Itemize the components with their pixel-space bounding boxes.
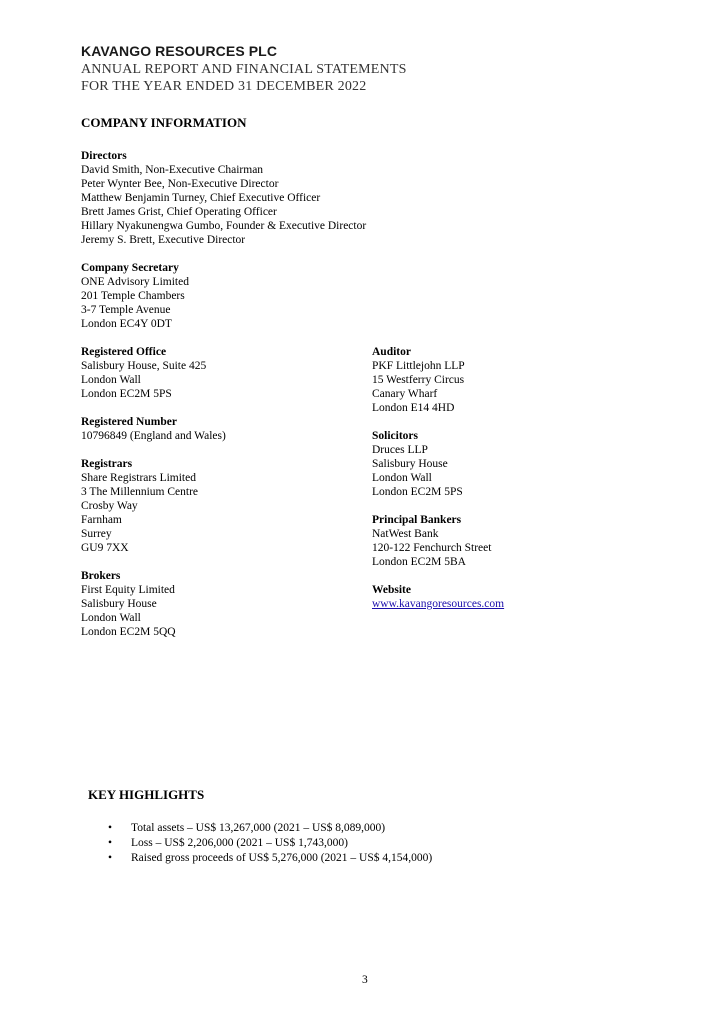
director-line: Jeremy S. Brett, Executive Director: [81, 234, 246, 246]
address-line: London Wall: [372, 472, 432, 484]
directors-heading: Directors: [81, 150, 127, 162]
solicitors-block: [372, 429, 463, 499]
company-name: KAVANGO RESOURCES PLC: [81, 43, 278, 59]
address-line: Salisbury House: [372, 458, 448, 470]
report-period: FOR THE YEAR ENDED 31 DECEMBER 2022: [81, 79, 367, 94]
page-number: 3: [362, 974, 368, 986]
bullet-icon: •: [108, 852, 113, 864]
registered-office-block: [81, 345, 206, 401]
address-line: Farnham: [81, 514, 122, 526]
address-line: 3-7 Temple Avenue: [81, 304, 171, 316]
auditor-block: [372, 345, 465, 415]
list-item: [108, 851, 432, 866]
address-line: 15 Westferry Circus: [372, 374, 465, 386]
registered-number-block: [81, 415, 226, 443]
company-secretary-block: [81, 261, 189, 331]
address-line: London EC4Y 0DT: [81, 318, 172, 330]
address-line: London Wall: [81, 374, 141, 386]
auditor-heading: Auditor: [372, 346, 411, 358]
registered-number-heading: Registered Number: [81, 416, 177, 428]
address-line: Salisbury House, Suite 425: [81, 360, 207, 372]
website-heading: Website: [372, 584, 411, 596]
registrars-block: [81, 457, 198, 555]
address-line: Canary Wharf: [372, 388, 438, 400]
website-link[interactable]: www.kavangoresources.com: [372, 598, 505, 610]
registered-office-heading: Registered Office: [81, 346, 167, 358]
director-line: Hillary Nyakunengwa Gumbo, Founder & Executive Director: [81, 220, 367, 232]
bullet-icon: •: [108, 822, 113, 834]
list-item: [108, 836, 432, 851]
key-highlights-list: [108, 821, 432, 866]
address-line: Druces LLP: [372, 444, 428, 456]
directors-block: [81, 149, 366, 247]
address-line: GU9 7XX: [81, 542, 129, 554]
address-line: 3 The Millennium Centre: [81, 486, 199, 498]
address-line: London EC2M 5QQ: [81, 626, 176, 638]
website-block: [372, 583, 504, 611]
address-line: Crosby Way: [81, 500, 138, 512]
address-line: NatWest Bank: [372, 528, 439, 540]
address-line: London E14 4HD: [372, 402, 455, 414]
address-line: London EC2M 5BA: [372, 556, 466, 568]
address-line: First Equity Limited: [81, 584, 175, 596]
highlight-text: Total assets – US$ 13,267,000 (2021 – US$ 8,089,000): [131, 822, 386, 834]
address-line: ONE Advisory Limited: [81, 276, 189, 288]
highlight-text: Loss – US$ 2,206,000 (2021 – US$ 1,743,000): [131, 837, 348, 849]
address-line: London EC2M 5PS: [372, 486, 463, 498]
address-line: Surrey: [81, 528, 112, 540]
brokers-heading: Brokers: [81, 570, 121, 582]
solicitors-heading: Solicitors: [372, 430, 418, 442]
registrars-heading: Registrars: [81, 458, 133, 470]
director-line: Brett James Grist, Chief Operating Officer: [81, 206, 277, 218]
principal-bankers-heading: Principal Bankers: [372, 514, 462, 526]
director-line: Peter Wynter Bee, Non-Executive Director: [81, 178, 279, 190]
list-item: [108, 821, 432, 836]
registered-number-value: 10796849 (England and Wales): [81, 430, 226, 442]
address-line: London EC2M 5PS: [81, 388, 172, 400]
highlight-text: Raised gross proceeds of US$ 5,276,000 (2021 – US$ 4,154,000): [131, 852, 433, 864]
director-line: David Smith, Non-Executive Chairman: [81, 164, 264, 176]
address-line: 201 Temple Chambers: [81, 290, 185, 302]
company-secretary-heading: Company Secretary: [81, 262, 179, 274]
address-line: PKF Littlejohn LLP: [372, 360, 465, 372]
brokers-block: [81, 569, 176, 639]
report-title: ANNUAL REPORT AND FINANCIAL STATEMENTS: [81, 62, 407, 77]
address-line: 120-122 Fenchurch Street: [372, 542, 492, 554]
key-highlights-title: KEY HIGHLIGHTS: [88, 787, 205, 802]
principal-bankers-block: [372, 513, 491, 569]
company-information-title: COMPANY INFORMATION: [81, 115, 247, 130]
bullet-icon: •: [108, 837, 113, 849]
address-line: Share Registrars Limited: [81, 472, 196, 484]
director-line: Matthew Benjamin Turney, Chief Executive Officer: [81, 192, 321, 204]
address-line: Salisbury House: [81, 598, 157, 610]
address-line: London Wall: [81, 612, 141, 624]
